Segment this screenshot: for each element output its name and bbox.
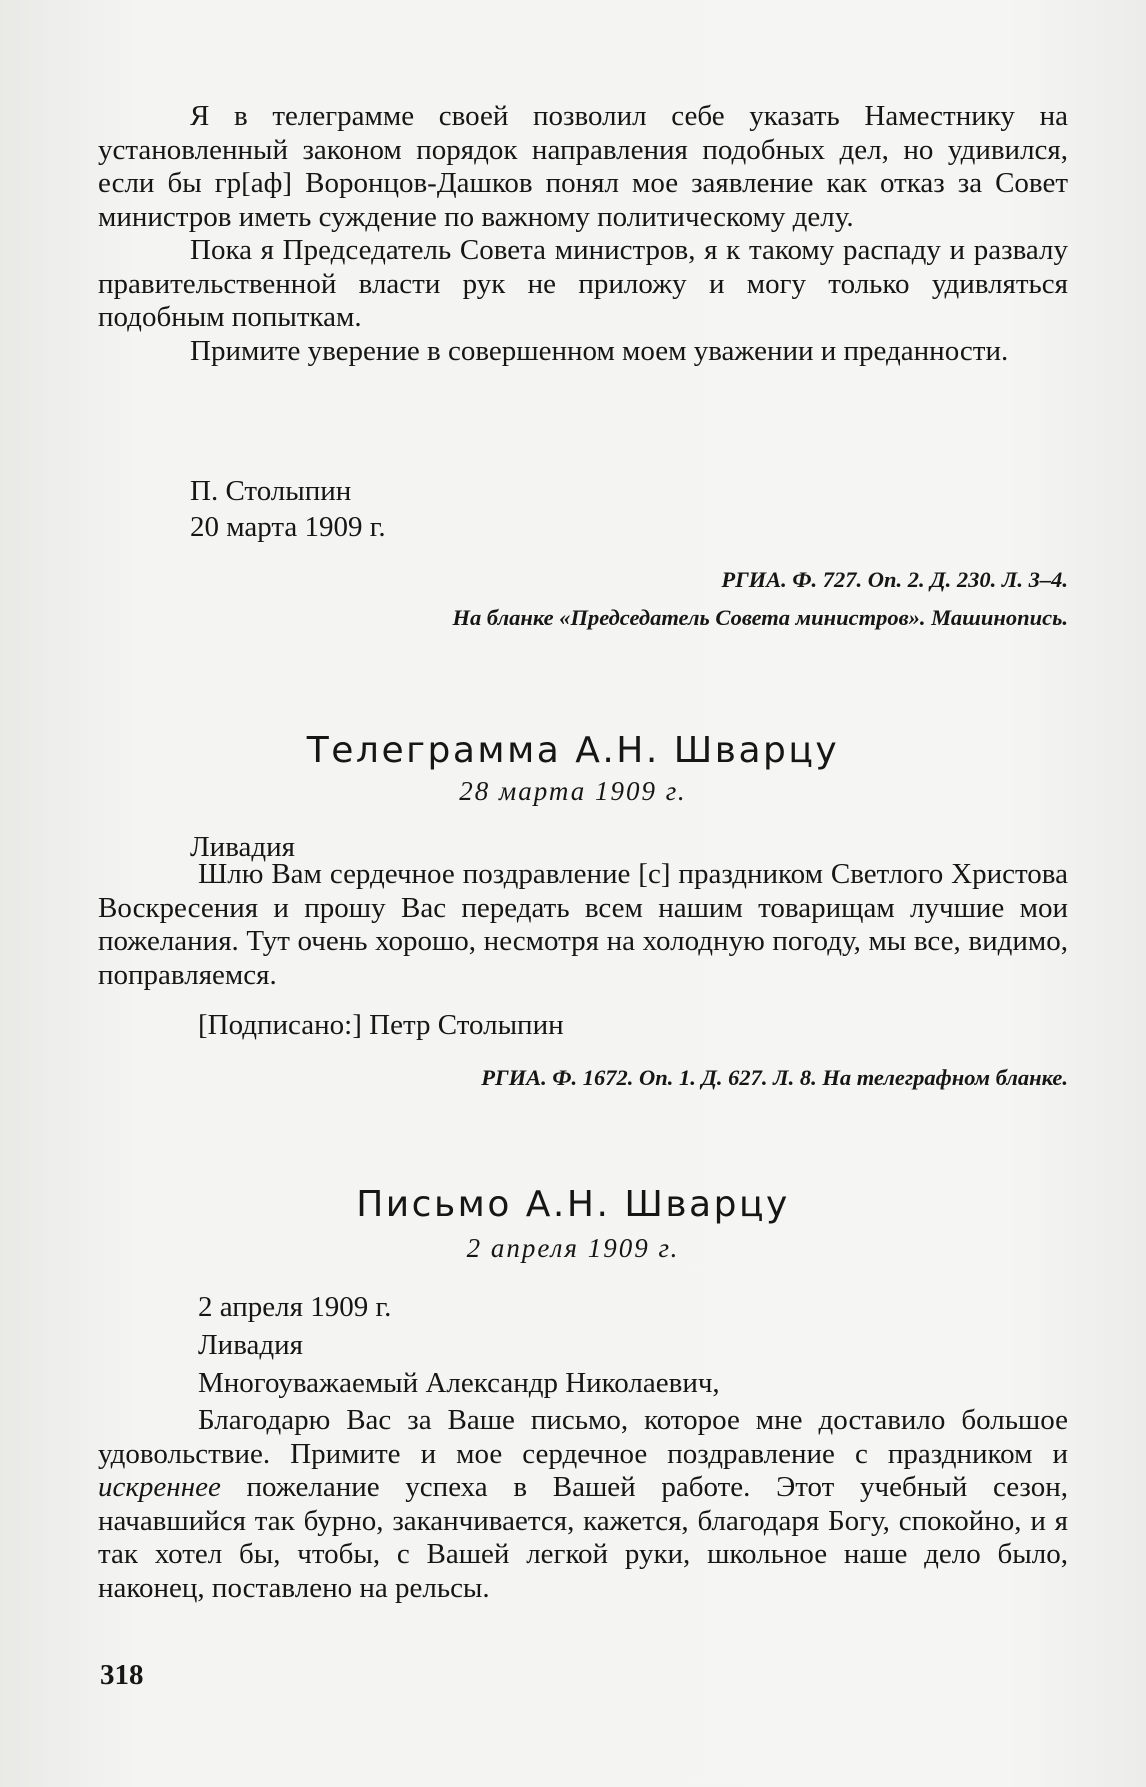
telegram-archive-reference: РГИА. Ф. 1672. Оп. 1. Д. 627. Л. 8. На телеграфном бланке. bbox=[481, 1065, 1068, 1090]
letter-2-body-part-2: пожелание успеха в Вашей работе. Этот учебный сезон, начавшийся так бурно, заканчивается, кажется, благодаря Богу, спокойно, и я так хотел бы, чтобы, с Вашей легкой руки, школьное наше дело было, наконец, поставлено на рельсы. bbox=[98, 1471, 1068, 1604]
letter-2-heading-date: 2 апреля 1909 г. bbox=[466, 1233, 680, 1263]
letter-2-title: Письмо А.Н. Шварцу bbox=[356, 1184, 790, 1225]
letter-2-body-part-1: Благодарю Вас за Ваше письмо, которое мне доставило большое удовольствие. Примите и мое сердечное поздравление с праздником и bbox=[98, 1404, 1068, 1470]
telegram-title: Телеграмма А.Н. Шварцу bbox=[306, 730, 840, 771]
letter-2-body-italic-word: искреннее bbox=[98, 1471, 221, 1503]
letter-1-paragraph-1: Я в телеграмме своей позволил себе указать Наместнику на установленный законом порядок направления подобных дел, но удивился, если бы гр[аф] Воронцов-Дашков понял мое заявление как отказ за Совет министров иметь суждение по важному политическому делу. bbox=[98, 100, 1068, 233]
letter-2-place: Ливадия bbox=[198, 1329, 303, 1361]
telegram-body-block bbox=[98, 858, 1068, 992]
letter-1-archive-reference: РГИА. Ф. 727. Оп. 2. Д. 230. Л. 3–4. bbox=[721, 567, 1068, 592]
telegram-date: 28 марта 1909 г. bbox=[459, 776, 687, 806]
letter-2-body-block bbox=[98, 1404, 1068, 1605]
letter-1-body bbox=[98, 100, 1068, 368]
letter-1-paragraph-2: Пока я Председатель Совета министров, я к такому распаду и развалу правительственной власти рук не приложу и могу только удивляться подобным попыткам. bbox=[98, 234, 1068, 333]
telegram-body: Шлю Вам сердечное поздравление [с] праздником Светлого Христова Воскресения и прошу Вас передать всем нашим товарищам лучшие мои пожелания. Тут очень хорошо, несмотря на холодную погоду, мы все, видимо, поправляемся. bbox=[98, 858, 1068, 991]
letter-1-paragraph-3: Примите уверение в совершенном моем уважении и преданности. bbox=[190, 334, 1009, 367]
letter-1-date: 20 марта 1909 г. bbox=[190, 511, 386, 543]
letter-2-salutation: Многоуважаемый Александр Николаевич, bbox=[198, 1367, 720, 1399]
letter-1-document-note: На бланке «Председатель Совета министров». Машинопись. bbox=[452, 605, 1068, 630]
letter-2-body bbox=[98, 1404, 1068, 1605]
page-number: 318 bbox=[100, 1659, 144, 1691]
telegram-signature: [Подписано:] Петр Столыпин bbox=[198, 1009, 564, 1041]
telegram-place: Ливадия bbox=[190, 831, 295, 863]
letter-2-date: 2 апреля 1909 г. bbox=[198, 1291, 392, 1323]
letter-1-signature: П. Столыпин bbox=[190, 475, 352, 507]
